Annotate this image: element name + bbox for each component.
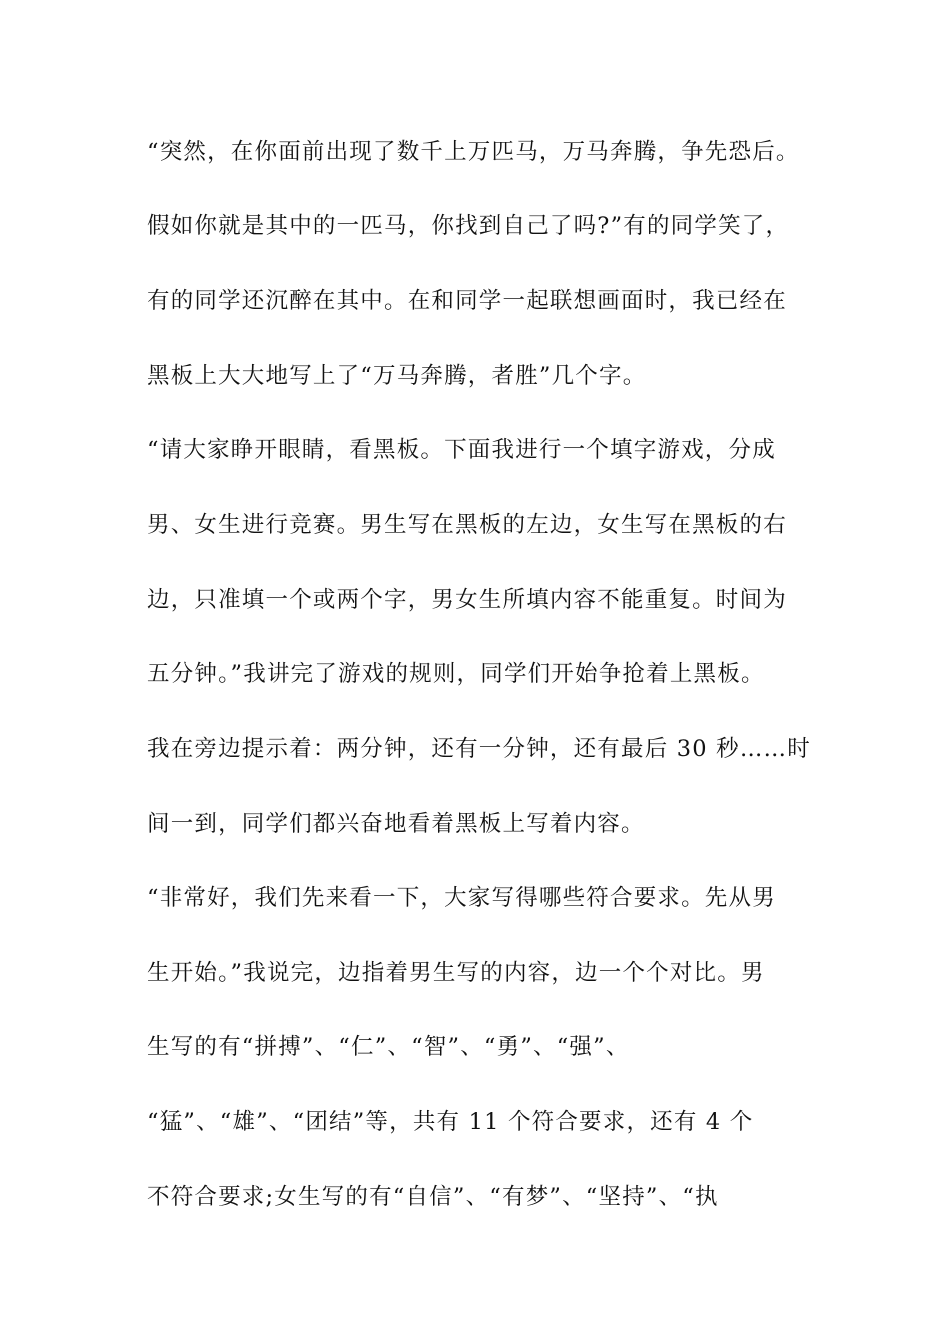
text-line: “突然，在你面前出现了数千上万匹马，万马奔腾，争先恐后。 bbox=[147, 139, 800, 165]
text-line: 生写的有“拼搏”、“仁”、“智”、“勇”、“强”、 bbox=[147, 1034, 630, 1060]
text-line: 间一到，同学们都兴奋地看着黑板上写着内容。 bbox=[147, 811, 645, 837]
text-line: 黑板上大大地写上了“万马奔腾，者胜”几个字。 bbox=[147, 363, 647, 389]
text-line: “猛”、“雄”、“团结”等，共有 11 个符合要求，还有 4 个 bbox=[147, 1109, 754, 1135]
text-line: 有的同学还沉醉在其中。在和同学一起联想画面时，我已经在 bbox=[147, 288, 787, 314]
text-line: 不符合要求;女生写的有“自信”、“有梦”、“坚持”、“执 bbox=[147, 1184, 719, 1210]
text-line: 假如你就是其中的一匹马，你找到自己了吗?”有的同学笑了， bbox=[147, 213, 790, 239]
text-line: “请大家睁开眼睛，看黑板。下面我进行一个填字游戏，分成 bbox=[147, 437, 776, 463]
text-line: “非常好，我们先来看一下，大家写得哪些符合要求。先从男 bbox=[147, 885, 776, 911]
text-line: 生开始。”我说完，边指着男生写的内容，边一个个对比。男 bbox=[147, 960, 765, 986]
text-line: 我在旁边提示着：两分钟，还有一分钟，还有最后 30 秒……时 bbox=[147, 736, 811, 762]
text-line: 五分钟。”我讲完了游戏的规则，同学们开始争抢着上黑板。 bbox=[147, 661, 765, 687]
text-line: 边，只准填一个或两个字，男女生所填内容不能重复。时间为 bbox=[147, 587, 787, 613]
text-line: 男、女生进行竞赛。男生写在黑板的左边，女生写在黑板的右 bbox=[147, 512, 787, 538]
